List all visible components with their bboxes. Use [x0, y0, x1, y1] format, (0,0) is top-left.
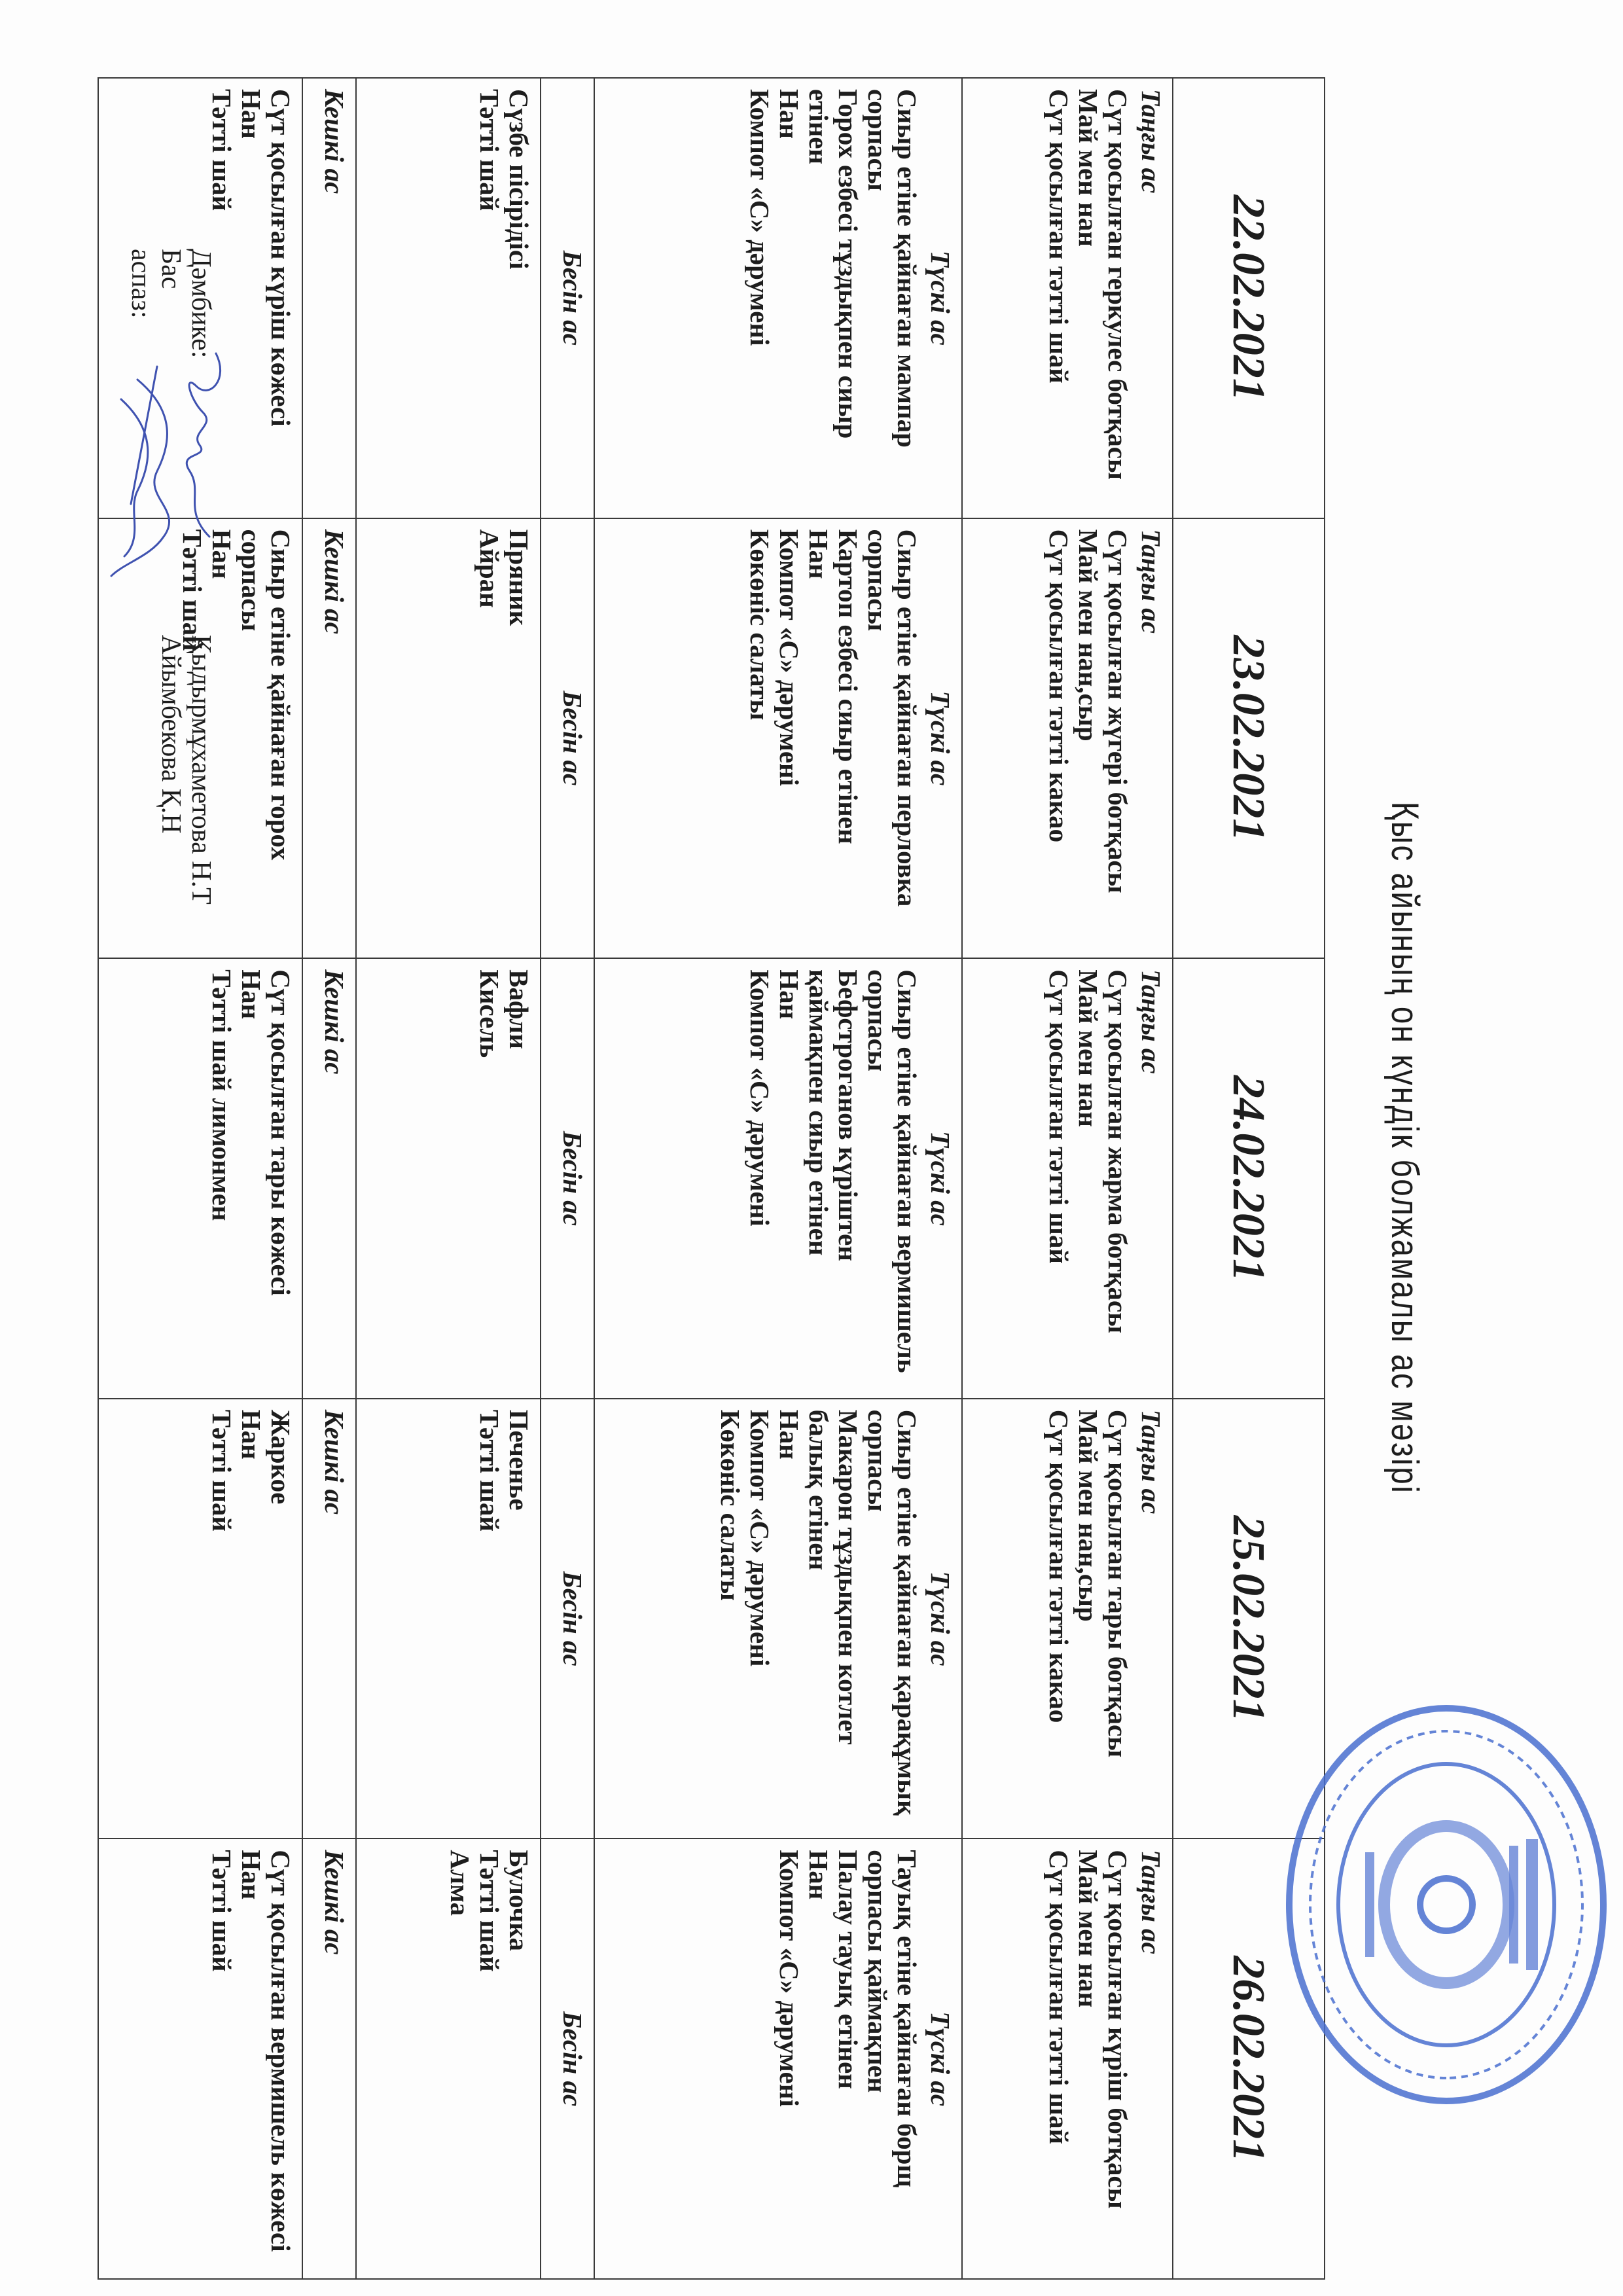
- menu-item: Сүт қосылған күріш көжесі: [266, 89, 296, 427]
- lunch-row: [594, 78, 962, 2279]
- menu-item: Тәтті шай: [207, 89, 237, 211]
- meal-label-snack: Бесін ас: [541, 1399, 594, 1839]
- signature-role: Дәмбике:: [186, 249, 216, 359]
- menu-item: Булочка: [504, 1850, 534, 1952]
- menu-item: Сиыр етіне қайнаған мампар сорпасы: [863, 89, 922, 448]
- meal-label-breakfast: Таңғы ас: [1136, 969, 1166, 1074]
- dinner-header-row: [302, 78, 356, 2279]
- date-header: 22.02.2021: [1173, 78, 1325, 518]
- lunch-cell: [594, 518, 962, 959]
- snack-cell: [356, 958, 541, 1399]
- menu-item: Май мен нан,сыр: [1073, 1409, 1103, 1622]
- menu-item: Сүт қосылған жарма ботқасы: [1103, 969, 1133, 1334]
- menu-item: Сүт қосылған геркулес ботқасы: [1103, 89, 1133, 480]
- signature-role: Бас аспаз:: [126, 249, 186, 319]
- snack-row: [356, 78, 541, 2279]
- menu-item: Май мен нан,сыр: [1073, 529, 1103, 742]
- menu-item: Нан: [207, 529, 237, 579]
- menu-item: Компот «С» дәрумені: [774, 1850, 804, 2107]
- meal-label-dinner: Кешкі ас: [302, 1839, 356, 2279]
- snack-cell: [356, 1839, 541, 2279]
- breakfast-cell: [962, 958, 1173, 1399]
- menu-item: Тәтті шай: [474, 1850, 505, 1972]
- meal-label-dinner: Кешкі ас: [302, 518, 356, 959]
- menu-item: Сиыр етіне қайнаған қарақұмық сорпасы: [863, 1409, 922, 1816]
- menu-item: Нан: [774, 89, 804, 139]
- menu-table: [98, 77, 1325, 2280]
- menu-item: Тәтті шай: [177, 529, 207, 651]
- menu-item: Нан: [236, 89, 266, 139]
- official-stamp-icon: [1276, 1695, 1616, 2114]
- meal-label-snack: Бесін ас: [541, 1839, 594, 2279]
- meal-label-breakfast: Таңғы ас: [1136, 89, 1166, 194]
- menu-item: Сүт қосылған тәтті какао: [1044, 529, 1074, 843]
- date-header: 23.02.2021: [1173, 518, 1325, 959]
- menu-item: Тәтті шай: [207, 1850, 237, 1972]
- menu-item: Май мен нан: [1073, 1850, 1103, 2008]
- menu-item: Сүт қосылған тәтті какао: [1044, 1409, 1074, 1723]
- menu-item: Компот «С» дәрумені: [745, 1409, 775, 1667]
- lunch-cell: [594, 78, 962, 518]
- menu-item: Печенье: [504, 1409, 534, 1511]
- breakfast-cell: [962, 78, 1173, 518]
- menu-item: Тәтті шай: [207, 1409, 237, 1532]
- lunch-cell: [594, 1839, 962, 2279]
- menu-item: Тәтті шай: [474, 89, 505, 211]
- menu-item: Компот «С» дәрумені: [745, 969, 775, 1227]
- meal-label-breakfast: Таңғы ас: [1136, 1850, 1166, 1954]
- meal-label-lunch: Түскі ас: [925, 1571, 955, 1666]
- menu-item: Көкөніс салаты: [715, 1409, 745, 1601]
- meal-label-snack: Бесін ас: [541, 518, 594, 959]
- menu-item: Компот «С» дәрумені: [745, 89, 775, 346]
- meal-label-lunch: Түскі ас: [925, 2011, 955, 2107]
- menu-item: Нан: [804, 529, 834, 579]
- meal-label-dinner: Кешкі ас: [302, 958, 356, 1399]
- menu-item: Макарон тұздықпен котлет балық етінен: [804, 1409, 863, 1745]
- date-header: 26.02.2021: [1173, 1839, 1325, 2279]
- meal-label-dinner: Кешкі ас: [302, 1399, 356, 1839]
- lunch-cell: [594, 1399, 962, 1839]
- menu-item: Алма: [445, 1850, 475, 1916]
- menu-item: Сүт қосылған вермишель көжесі: [266, 1850, 296, 2252]
- menu-item: Палау тауық етінен: [833, 1850, 863, 2089]
- menu-item: Кисель: [474, 969, 505, 1058]
- menu-item: Сиыр етіне қайнаған горох сорпасы: [236, 529, 296, 861]
- handwritten-signature-icon: [105, 340, 236, 589]
- meal-label-dinner: Кешкі ас: [302, 78, 356, 518]
- menu-item: Бефстроганов күріштен қаймақпен сиыр етінен: [804, 969, 863, 1262]
- date-header: 24.02.2021: [1173, 958, 1325, 1399]
- meal-label-snack: Бесін ас: [541, 78, 594, 518]
- meal-label-lunch: Түскі ас: [925, 691, 955, 786]
- menu-item: Сүт қосылған тәтті шай: [1044, 89, 1074, 384]
- menu-item: Картоп езбесі сиыр етінен: [833, 529, 863, 844]
- menu-item: Нан: [236, 969, 266, 1020]
- menu-item: Жаркое: [266, 1409, 296, 1505]
- menu-item: Май мен нан: [1073, 969, 1103, 1128]
- menu-item: Нан: [236, 1850, 266, 1900]
- menu-item: Айран: [474, 529, 505, 608]
- menu-item: Тәтті шай лимонмен: [207, 969, 237, 1221]
- signature-name: Айымбекова Қ.Н: [156, 635, 186, 834]
- menu-item: Сүт қосылған тары ботқасы: [1103, 1409, 1133, 1758]
- breakfast-cell: [962, 1839, 1173, 2279]
- menu-item: Вафли: [504, 969, 534, 1050]
- menu-item: Нан: [804, 1850, 834, 1900]
- menu-item: Горох езбесі тұздықпен сиыр етінен: [804, 89, 863, 439]
- breakfast-cell: [962, 518, 1173, 959]
- menu-item: Нан: [774, 1409, 804, 1460]
- snack-cell: [356, 518, 541, 959]
- dinner-cell: [98, 1839, 302, 2279]
- snack-cell: [356, 78, 541, 518]
- snack-header-row: [541, 78, 594, 2279]
- menu-item: Сүт қосылған жүгері ботқасы: [1103, 529, 1133, 893]
- document-title: Қыс айының он күндік болжамалы ас мәзірі: [1383, 801, 1426, 1495]
- menu-item: Сүт қосылған тәтті шай: [1044, 1850, 1074, 2145]
- breakfast-cell: [962, 1399, 1173, 1839]
- menu-item: Сиыр етіне қайнаған перловка сорпасы: [863, 529, 922, 907]
- menu-item: Сиыр етіне қайнаған вермишель сорпасы: [863, 969, 922, 1373]
- breakfast-row: [962, 78, 1173, 2279]
- meal-label-snack: Бесін ас: [541, 958, 594, 1399]
- dinner-cell: [98, 1399, 302, 1839]
- lunch-cell: [594, 958, 962, 1399]
- meal-label-breakfast: Таңғы ас: [1136, 1409, 1166, 1515]
- menu-item: Сүзбе пісірідісі: [504, 89, 534, 270]
- meal-label-breakfast: Таңғы ас: [1136, 529, 1166, 634]
- meal-label-lunch: Түскі ас: [925, 1131, 955, 1226]
- signature-name: Қыдырмұхаметова Н.Т: [186, 635, 216, 905]
- menu-item: Сүт қосылған тәтті шай: [1044, 969, 1074, 1265]
- snack-cell: [356, 1399, 541, 1839]
- menu-item: Нан: [774, 969, 804, 1020]
- menu-item: Сүт қосылған тары көжесі: [266, 969, 296, 1296]
- menu-item: Тауық етіне қайнаған борщ сорпасы қаймақпен: [863, 1850, 922, 2188]
- menu-item: Сүт қосылған күріш ботқасы: [1103, 1850, 1133, 2209]
- menu-item: Көкөніс салаты: [745, 529, 775, 721]
- menu-item: Май мен нан: [1073, 89, 1103, 247]
- dinner-cell: [98, 958, 302, 1399]
- date-header: 25.02.2021: [1173, 1399, 1325, 1839]
- menu-item: Тәтті шай: [474, 1409, 505, 1532]
- menu-item: Нан: [236, 1409, 266, 1460]
- menu-item: Компот «С» дәрумені: [774, 529, 804, 787]
- meal-label-lunch: Түскі ас: [925, 250, 955, 346]
- menu-item: Пряник: [504, 529, 534, 626]
